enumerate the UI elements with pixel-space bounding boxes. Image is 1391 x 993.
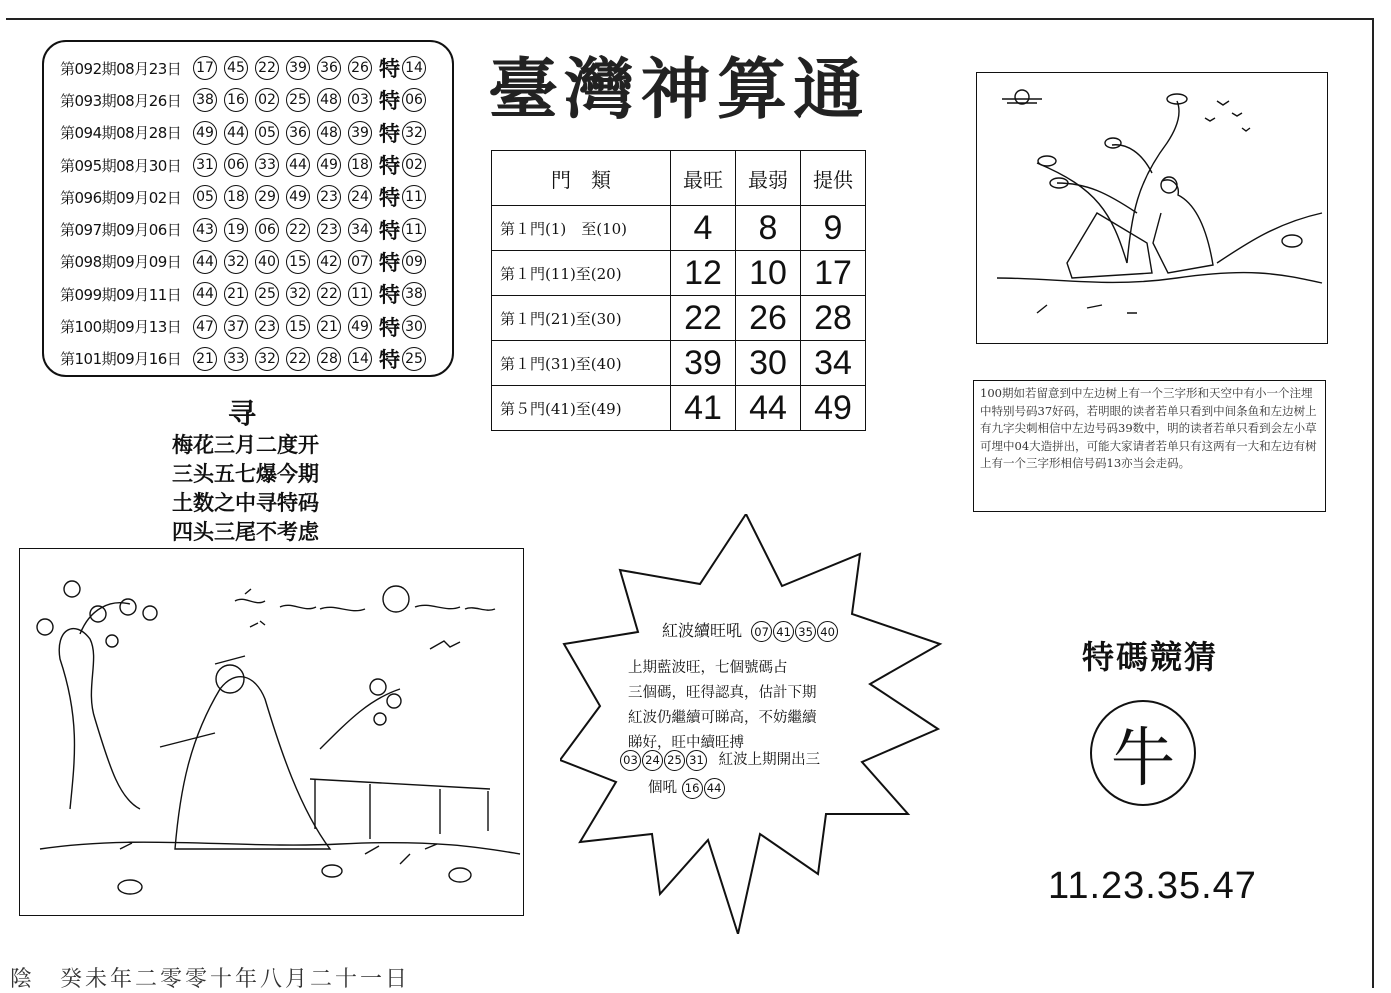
number-ball: 44 <box>193 282 217 306</box>
history-row <box>60 52 452 84</box>
number-ball: 49 <box>348 315 372 339</box>
star-bottom-row2 <box>648 776 726 799</box>
table-cell: 10 <box>736 251 801 296</box>
number-ball: 37 <box>224 315 248 339</box>
number-ball: 48 <box>317 121 341 145</box>
table-cell: 8 <box>736 206 801 251</box>
special-marker: 特 <box>379 315 400 340</box>
guess-numbers: 11.23.35.47 <box>1048 865 1257 907</box>
number-ball: 22 <box>286 347 310 371</box>
number-ball: 07 <box>751 621 772 642</box>
number-ball: 18 <box>224 185 248 209</box>
number-ball: 48 <box>317 88 341 112</box>
history-row <box>60 117 452 149</box>
number-ball: 44 <box>224 121 248 145</box>
special-number-ball: 06 <box>402 88 426 112</box>
draw-label: 第100期09月13日 <box>60 318 182 337</box>
star-bottom-text2: 個吼 <box>648 780 677 796</box>
number-ball: 15 <box>286 250 310 274</box>
number-ball: 39 <box>348 121 372 145</box>
history-row <box>60 149 452 181</box>
scholar-sketch <box>977 73 1327 343</box>
number-ball: 16 <box>682 778 703 799</box>
number-ball: 38 <box>193 88 217 112</box>
number-ball: 49 <box>286 185 310 209</box>
history-row <box>60 246 452 278</box>
number-ball: 23 <box>255 315 279 339</box>
number-ball: 14 <box>348 347 372 371</box>
draw-label: 第095期08月30日 <box>60 156 182 175</box>
special-marker: 特 <box>379 218 400 243</box>
number-ball: 06 <box>255 218 279 242</box>
number-ball: 21 <box>317 315 341 339</box>
number-ball: 33 <box>255 153 279 177</box>
number-ball: 47 <box>193 315 217 339</box>
poem-line: 土数之中寻特码 <box>172 490 319 515</box>
draw-label: 第092期08月23日 <box>60 59 182 78</box>
number-ball: 32 <box>224 250 248 274</box>
table-cell: 12 <box>671 251 736 296</box>
number-ball: 42 <box>317 250 341 274</box>
hint-note: 100期如若留意到中左边树上有一个三字形和天空中有小一个注埋中特别号码37好码，若明眼的读者若单只看到中间条鱼和左边树上有九字尖刺相信中左边号码39数中，明的读者若单只看到会左小草可埋中04大造拼出，可能大家请者若单只有这两有一大和左边有树上有一个三字形相信号码13亦当会走码。 <box>973 380 1326 512</box>
group-label: 第１門(31)至(40) <box>492 341 671 386</box>
table-cell: 22 <box>671 296 736 341</box>
special-number-ball: 14 <box>402 56 426 80</box>
number-ball: 17 <box>193 56 217 80</box>
number-ball: 35 <box>795 621 816 642</box>
special-marker: 特 <box>379 186 400 211</box>
star-line: 三個碼，旺得認真，估計下期 <box>628 685 817 701</box>
number-ball: 18 <box>348 153 372 177</box>
scholar-illustration-bottom <box>19 548 524 916</box>
history-row <box>60 181 452 213</box>
star-bottom-text: 紅波上期開出三 <box>718 752 821 768</box>
number-ball: 24 <box>642 750 663 771</box>
special-guess-title: 特碼競猜 <box>1082 638 1219 676</box>
table-header-category: 門 類 <box>492 151 671 206</box>
draw-label: 第099期09月11日 <box>60 285 182 304</box>
star-tip-panel <box>560 514 950 934</box>
number-ball: 25 <box>286 88 310 112</box>
table-cell: 9 <box>801 206 866 251</box>
number-ball: 44 <box>193 250 217 274</box>
special-marker: 特 <box>379 283 400 308</box>
table-row <box>492 251 866 296</box>
number-ball: 25 <box>664 750 685 771</box>
special-number-ball: 02 <box>402 153 426 177</box>
number-ball: 06 <box>224 153 248 177</box>
star-line: 紅波仍繼續可睇高，不妨繼續 <box>628 710 817 726</box>
special-number-ball: 11 <box>402 218 426 242</box>
number-ball: 40 <box>255 250 279 274</box>
number-ball: 07 <box>348 250 372 274</box>
star-title: 紅波續旺吼 <box>662 621 743 640</box>
number-ball: 41 <box>773 621 794 642</box>
table-cell: 26 <box>736 296 801 341</box>
group-label: 第１門(21)至(30) <box>492 296 671 341</box>
table-cell: 34 <box>801 341 866 386</box>
draw-label: 第098期09月09日 <box>60 253 182 272</box>
number-ball: 02 <box>255 88 279 112</box>
number-ball: 43 <box>193 218 217 242</box>
scholar-illustration-top <box>976 72 1328 344</box>
number-ball: 22 <box>255 56 279 80</box>
table-cell: 28 <box>801 296 866 341</box>
number-ball: 49 <box>193 121 217 145</box>
special-number-ball: 32 <box>402 121 426 145</box>
number-ball: 19 <box>224 218 248 242</box>
special-marker: 特 <box>379 154 400 179</box>
number-ball: 29 <box>255 185 279 209</box>
number-ball: 23 <box>317 218 341 242</box>
table-row <box>492 341 866 386</box>
number-ball: 40 <box>817 621 838 642</box>
number-ball: 32 <box>286 282 310 306</box>
special-number-ball: 30 <box>402 315 426 339</box>
draw-label: 第093期08月26日 <box>60 91 182 110</box>
table-cell: 4 <box>671 206 736 251</box>
number-ball: 44 <box>286 153 310 177</box>
group-stats-table <box>491 150 866 431</box>
number-ball: 11 <box>348 282 372 306</box>
star-bottom-row <box>620 748 820 771</box>
table-cell: 49 <box>801 386 866 431</box>
draw-label: 第096期09月02日 <box>60 188 182 207</box>
number-ball: 26 <box>348 56 372 80</box>
draw-label: 第094期08月28日 <box>60 124 182 143</box>
number-ball: 24 <box>348 185 372 209</box>
number-ball: 39 <box>286 56 310 80</box>
draw-label: 第097期09月06日 <box>60 221 182 240</box>
table-cell: 41 <box>671 386 736 431</box>
table-row <box>492 296 866 341</box>
group-label: 第１門(1) 至(10) <box>492 206 671 251</box>
zodiac-circle: 牛 <box>1090 700 1196 806</box>
table-header-coldest: 最弱 <box>736 151 801 206</box>
history-row <box>60 278 452 310</box>
history-row <box>60 343 452 375</box>
poem-line: 三头五七爆今期 <box>172 461 319 486</box>
table-cell: 44 <box>736 386 801 431</box>
number-ball: 28 <box>317 347 341 371</box>
number-ball: 25 <box>255 282 279 306</box>
number-ball: 21 <box>193 347 217 371</box>
table-cell: 30 <box>736 341 801 386</box>
number-ball: 33 <box>224 347 248 371</box>
group-label: 第５門(41)至(49) <box>492 386 671 431</box>
number-ball: 45 <box>224 56 248 80</box>
star-title-row <box>662 618 839 642</box>
poem-heading: 寻 <box>228 397 257 430</box>
scholar-garden-sketch <box>20 549 523 915</box>
number-ball: 05 <box>255 121 279 145</box>
history-row <box>60 84 452 116</box>
history-row <box>60 213 452 245</box>
table-row <box>492 386 866 431</box>
special-number-ball: 11 <box>402 185 426 209</box>
special-marker: 特 <box>379 347 400 372</box>
history-row <box>60 310 452 342</box>
table-row <box>492 206 866 251</box>
draw-label: 第101期09月16日 <box>60 350 182 369</box>
number-ball: 15 <box>286 315 310 339</box>
poem <box>172 430 319 546</box>
star-line: 上期藍波旺，七個號碼占 <box>628 660 788 676</box>
special-marker: 特 <box>379 57 400 82</box>
star-line: 睇好，旺中續旺搏 <box>628 735 744 751</box>
number-ball: 03 <box>348 88 372 112</box>
group-label: 第１門(11)至(20) <box>492 251 671 296</box>
number-ball: 31 <box>193 153 217 177</box>
special-marker: 特 <box>379 121 400 146</box>
table-header-provided: 提供 <box>801 151 866 206</box>
history-results-box <box>42 40 454 377</box>
number-ball: 32 <box>255 347 279 371</box>
number-ball: 22 <box>317 282 341 306</box>
star-body <box>628 656 817 756</box>
table-header-hottest: 最旺 <box>671 151 736 206</box>
number-ball: 44 <box>704 778 725 799</box>
page-title: 臺灣神算通 <box>488 50 870 128</box>
number-ball: 31 <box>686 750 707 771</box>
number-ball: 36 <box>286 121 310 145</box>
number-ball: 34 <box>348 218 372 242</box>
footer-date: 陰 癸未年二零零十年八月二十一日 <box>10 967 411 992</box>
number-ball: 23 <box>317 185 341 209</box>
special-number-ball: 25 <box>402 347 426 371</box>
special-marker: 特 <box>379 250 400 275</box>
number-ball: 36 <box>317 56 341 80</box>
table-cell: 39 <box>671 341 736 386</box>
number-ball: 05 <box>193 185 217 209</box>
special-number-ball: 09 <box>402 250 426 274</box>
special-number-ball: 38 <box>402 282 426 306</box>
number-ball: 03 <box>620 750 641 771</box>
poem-line: 四头三尾不考虑 <box>172 519 319 544</box>
special-marker: 特 <box>379 89 400 114</box>
number-ball: 16 <box>224 88 248 112</box>
poem-line: 梅花三月二度开 <box>172 432 319 457</box>
number-ball: 21 <box>224 282 248 306</box>
number-ball: 49 <box>317 153 341 177</box>
table-cell: 17 <box>801 251 866 296</box>
number-ball: 22 <box>286 218 310 242</box>
